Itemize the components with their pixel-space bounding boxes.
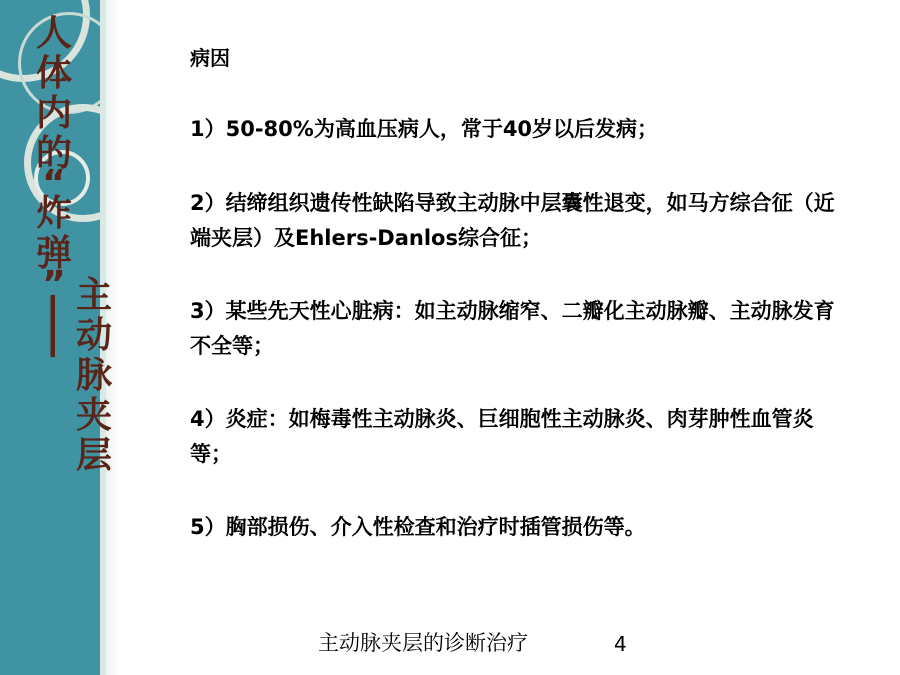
title-char: 层 <box>75 435 112 476</box>
title-char: 动 <box>75 315 112 356</box>
title-char: 主 <box>75 275 112 316</box>
footer-title: 主动脉夹层的诊断治疗 <box>318 631 528 655</box>
title-char: — <box>34 293 75 329</box>
title-char: 内 <box>35 93 72 134</box>
vertical-title-right <box>74 276 114 476</box>
title-char: 体 <box>35 53 72 94</box>
section-heading: 病因 <box>190 46 230 70</box>
cause-item-5: 5）胸部损伤、介入性检查和治疗时插管损伤等。 <box>190 515 646 539</box>
title-char: — <box>34 323 75 359</box>
title-char: 炸 <box>35 193 72 234</box>
title-char: 弹 <box>35 233 72 274</box>
title-char: 夹 <box>75 395 112 436</box>
title-char: 的 <box>35 133 72 174</box>
title-char: 人 <box>35 13 72 54</box>
cause-item-3: 3）某些先天性心脏病：如主动脉缩窄、二瓣化主动脉瓣、主动脉发育不全等； <box>190 299 835 358</box>
page-number: 4 <box>614 632 627 656</box>
cause-item-2: 2）结缔组织遗传性缺陷导致主动脉中层囊性退变，如马方综合征（近端夹层）及Ehlers-Danlos综合征； <box>190 191 835 250</box>
vertical-title-left <box>34 13 75 359</box>
cause-item-4: 4）炎症：如梅毒性主动脉炎、巨细胞性主动脉炎、肉芽肿性血管炎等； <box>190 407 814 466</box>
title-char: 脉 <box>75 355 112 396</box>
title-char: ” <box>42 264 66 305</box>
title-char: “ <box>42 163 66 204</box>
cause-item-1: 1）50-80%为高血压病人，常于40岁以后发病； <box>190 117 659 141</box>
